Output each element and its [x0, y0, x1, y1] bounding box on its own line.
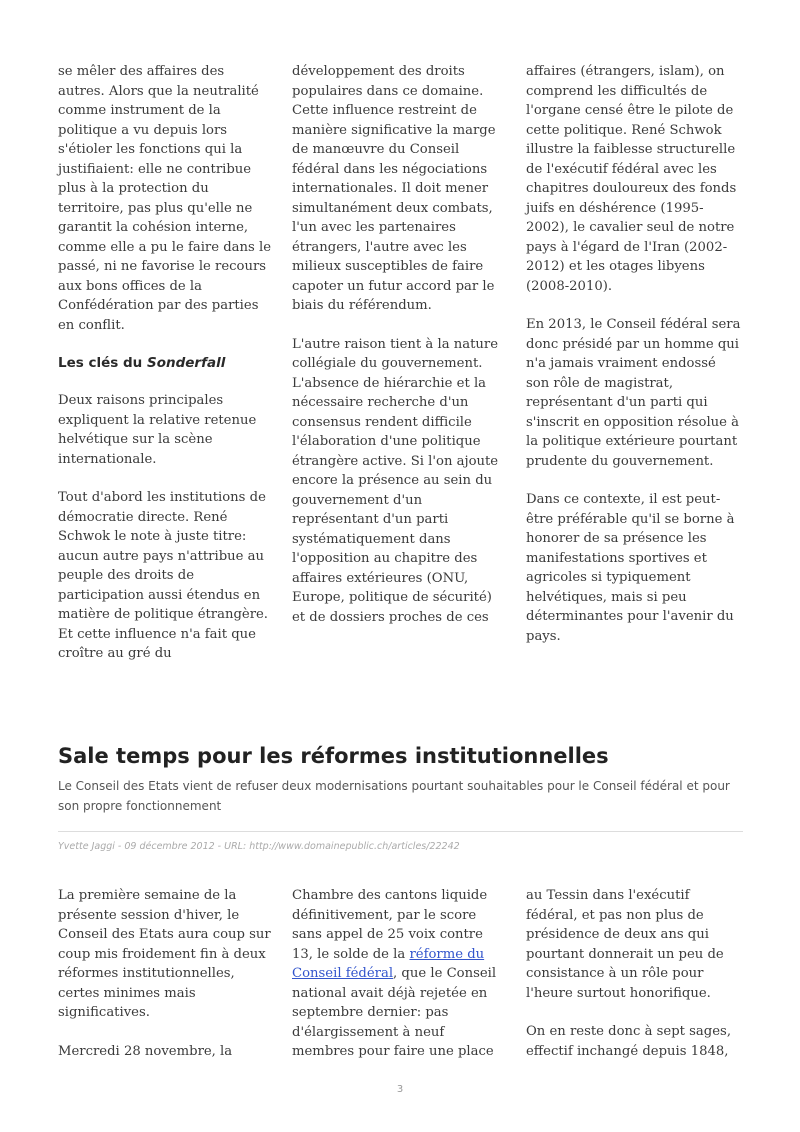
- reforme-conseil-federal-link[interactable]: réforme du Conseil fédéral: [292, 946, 485, 981]
- paragraph: On en reste donc à sept sages, effectif inchangé depuis 1848,: [526, 1024, 732, 1059]
- article2-column-2: [292, 886, 508, 1081]
- paragraph: au Tessin dans l'exécutif fédéral, et pas non plus de présidence de deux ans qui pourtant donnerait un peu de consistance à un rôle pour l'heure surtout honorifique.: [526, 888, 724, 1001]
- paragraph: En 2013, le Conseil fédéral sera donc présidé par un homme qui n'a jamais vraiment endossé son rôle de magistrat, représentant d'un parti qui s'inscrit en opposition résolue à la politique extérieure pourtant prudente du gouvernement.: [526, 317, 741, 469]
- paragraph: L'autre raison tient à la nature collégiale du gouvernement. L'absence de hiérarchie et la nécessaire recherche d'un consensus rendent difficile l'élaboration d'une politique étrangère active. Si l'on ajoute encore la présence au sein du gouvernement d'un représentant d'un parti systématiquement dans l'opposition au chapitre des affaires extérieures (ONU, Europe, politique de sécurité) et de dossiers proches de ces: [292, 336, 499, 625]
- article1-column-1: [58, 62, 274, 683]
- paragraph: affaires (étrangers, islam), on comprend les difficultés de l'organe censé être le pilote de cette politique. René Schwok illustre la faiblesse structurelle de l'exécutif fédéral avec les chapitres douloureux des fonds juifs en déshérence (1995-2002), le cavalier seul de notre pays à l'égard de l'Iran (2002-2012) et les otages libyens (2008-2010).: [526, 64, 737, 294]
- article-subtitle: Le Conseil des Etats vient de refuser deux modernisations pourtant souhaitables pour le Conseil fédéral et pour son propre fonctionnement: [58, 779, 730, 813]
- article2-column-3: [526, 886, 742, 1080]
- article1-column-2: [292, 62, 508, 646]
- article1-column-3: [526, 62, 742, 665]
- paragraph: Dans ce contexte, il est peut-être préférable qu'il se borne à honorer de sa présence les manifestations sportives et agricoles si typiquement helvétiques, mais si peu déterminantes pour l'avenir du pays.: [526, 492, 735, 644]
- paragraph: se mêler des affaires des autres. Alors que la neutralité comme instrument de la politique a vu depuis lors s'étioler les fonctions qui la justifiaient: elle ne contribue plus à la protection du territoire, pas plus qu'elle ne garantit la cohésion interne, comme elle a pu le faire dans le passé, ni ne favorise le recours aux bons offices de la Confédération par des parties en conflit.: [58, 64, 272, 333]
- paragraph: La première semaine de la présente session d'hiver, le Conseil des Etats aura coup sur coup mis froidement fin à deux réformes institutionnelles, certes minimes mais significatives.: [58, 888, 271, 1020]
- page-number: 3: [396, 1084, 404, 1095]
- text-before-link: Chambre des cantons liquide définitivement, par le score sans appel de 25 voix contre 13, le solde de la: [292, 888, 488, 962]
- heading-text: Les clés du: [58, 355, 143, 371]
- paragraph: Deux raisons principales expliquent la relative retenue helvétique sur la scène internationale.: [58, 393, 257, 467]
- paragraph: Tout d'abord les institutions de démocratie directe. René Schwok le note à juste titre: aucun autre pays n'attribue au peuple des droits de participation aussi étendus en matière de politique étrangère. Et cette influence n'a fait que croître au gré du: [58, 490, 269, 661]
- heading-italic: Sonderfall: [147, 355, 226, 371]
- article2-column-1: [58, 886, 274, 1080]
- paragraph: développement des droits populaires dans ce domaine. Cette influence restreint de manière significative la marge de manœuvre du Conseil fédéral dans les négociations internationales. Il doit mener simultanément deux combats, l'un avec les partenaires étrangers, l'autre avec les milieux susceptibles de faire capoter un futur accord par le biais du référendum.: [292, 64, 496, 313]
- section-heading: [58, 354, 274, 373]
- paragraph: [292, 886, 508, 1062]
- article-title: Sale temps pour les réformes institutionnelles: [58, 744, 609, 768]
- article-meta: Yvette Jaggi - 09 décembre 2012 - URL: http://www.domainepublic.ch/articles/22242: [58, 841, 460, 852]
- paragraph: Mercredi 28 novembre, la: [58, 1043, 233, 1059]
- text-after-link: , que le Conseil national avait déjà rejetée en septembre dernier: pas d'élargissement à neuf membres pour faire une place: [292, 966, 497, 1059]
- divider: [58, 831, 743, 832]
